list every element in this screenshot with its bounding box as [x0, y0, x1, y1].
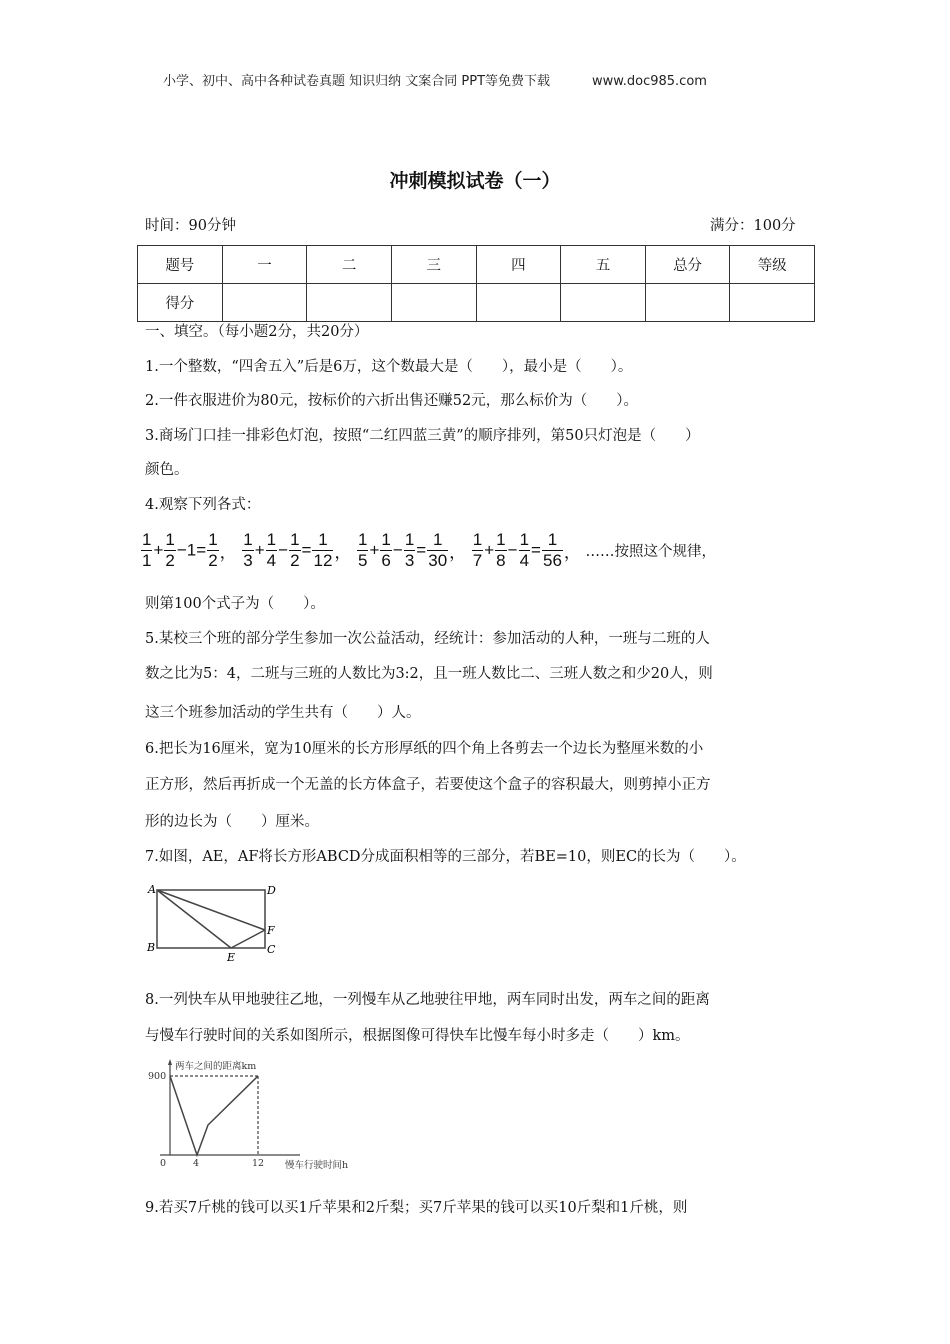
question-5: 5.某校三个班的部分学生参加一次公益活动，经统计：参加活动的人种，一班与二班的人	[145, 631, 710, 647]
label-e: E	[227, 951, 236, 964]
score-table	[137, 245, 815, 322]
score-cell	[476, 284, 561, 322]
row-label: 得分	[138, 284, 223, 322]
header-cell: 题号	[138, 246, 223, 284]
question-5-cont: 数之比为5：4，二班与三班的人数比为3:2，且一班人数比二、三班人数之和少20人，则	[145, 666, 713, 682]
x-axis-label: 慢车行驶时间h	[285, 1160, 349, 1171]
segment-af	[157, 890, 265, 930]
score-cell	[391, 284, 476, 322]
segment-ef	[231, 930, 265, 948]
rectangle-figure	[140, 880, 290, 965]
section-heading: 一、填空。（每小题2分，共20分）	[145, 324, 369, 340]
page-header	[163, 70, 707, 89]
header-cell: 等级	[730, 246, 815, 284]
question-3-cont: 颜色。	[145, 462, 189, 478]
distance-time-graph	[140, 1055, 380, 1175]
score-cell	[561, 284, 646, 322]
question-6: 6.把长为16厘米，宽为10厘米的长方形厚纸的四个角上各剪去一个边长为整厘米数的小	[145, 741, 704, 757]
score-cell	[730, 284, 815, 322]
tick-0: 0	[160, 1158, 167, 1169]
question-1: 1.一个整数，“四舍五入”后是6万，这个数最大是（ ），最小是（ ）。	[145, 359, 633, 375]
fraction-equations: $\frac{1}{1}$ + $\frac{1}{2}$ −1= $\frac{1}{2}$ ， $\frac{1}{3}$ + $\frac{1}{4}$ − $\frac{1}{2}$ = $\frac{1}{12}$ ， $\frac{1}{5}$ + $\frac{1}{6}$ − $\frac{1}{3}$ = $\frac{1}{30}$ ， $\frac{1}{7}$ + $\frac{1}{8}$ − $\frac{1}{4}$ = $\frac{1}{56}$ ， ……按照这个规律，	[142, 530, 717, 570]
question-8-cont: 与慢车行驶时间的关系如图所示，根据图像可得快车比慢车每小时多走（ ）km。	[145, 1028, 690, 1044]
header-cell: 四	[476, 246, 561, 284]
label-f: F	[267, 924, 275, 937]
header-cell: 一	[222, 246, 307, 284]
question-7: 7.如图，AE，AF将长方形ABCD分成面积相等的三部分，若BE=10，则EC的长为（ ）。	[145, 849, 746, 865]
page-title: 冲刺模拟试卷（一）	[389, 170, 561, 192]
question-8: 8.一列快车从甲地驶往乙地，一列慢车从乙地驶往甲地，两车同时出发，两车之间的距离	[145, 992, 710, 1008]
y-axis-label: 两车之间的距离km	[175, 1061, 257, 1072]
question-4-tail: ……按照这个规律，	[585, 544, 717, 560]
header-text: 小学、初中、高中各种试卷真题 知识归纳 文案合同 PPT等免费下载	[163, 74, 551, 89]
question-6-cont: 正方形，然后再折成一个无盖的长方体盒子，若要使这个盒子的容积最大，则剪掉小正方	[145, 777, 711, 793]
header-url[interactable]: www.doc985.com	[592, 74, 707, 89]
question-9: 9.若买7斤桃的钱可以买1斤苹果和2斤梨；买7斤苹果的钱可以买10斤梨和1斤桃，则	[145, 1200, 688, 1216]
segment-ae	[157, 890, 231, 948]
label-b: B	[147, 941, 156, 954]
header-cell: 二	[307, 246, 392, 284]
header-cell: 五	[561, 246, 646, 284]
label-a: A	[148, 883, 156, 896]
question-6-cont: 形的边长为（ ）厘米。	[145, 814, 319, 830]
tick-12: 12	[252, 1158, 265, 1169]
question-2: 2.一件衣服进价为80元，按标价的六折出售还赚52元，那么标价为（ ）。	[145, 393, 638, 409]
question-3: 3.商场门口挂一排彩色灯泡，按照“二红四蓝三黄”的顺序排列，第50只灯泡是（ ）	[145, 428, 700, 444]
tick-4: 4	[193, 1158, 200, 1169]
question-4-cont: 则第100个式子为（ ）。	[145, 596, 325, 612]
time-limit: 时间：90分钟	[145, 218, 236, 234]
full-score: 满分：100分	[710, 218, 796, 234]
tick-900: 900	[148, 1071, 167, 1082]
header-cell: 三	[391, 246, 476, 284]
question-5-cont: 这三个班参加活动的学生共有（ ）人。	[145, 705, 421, 721]
question-4: 4.观察下列各式：	[145, 497, 261, 513]
distance-line	[170, 1076, 258, 1155]
label-c: C	[267, 943, 276, 956]
header-cell: 总分	[645, 246, 730, 284]
label-d: D	[267, 884, 276, 897]
score-cell	[645, 284, 730, 322]
score-cell	[222, 284, 307, 322]
score-cell	[307, 284, 392, 322]
